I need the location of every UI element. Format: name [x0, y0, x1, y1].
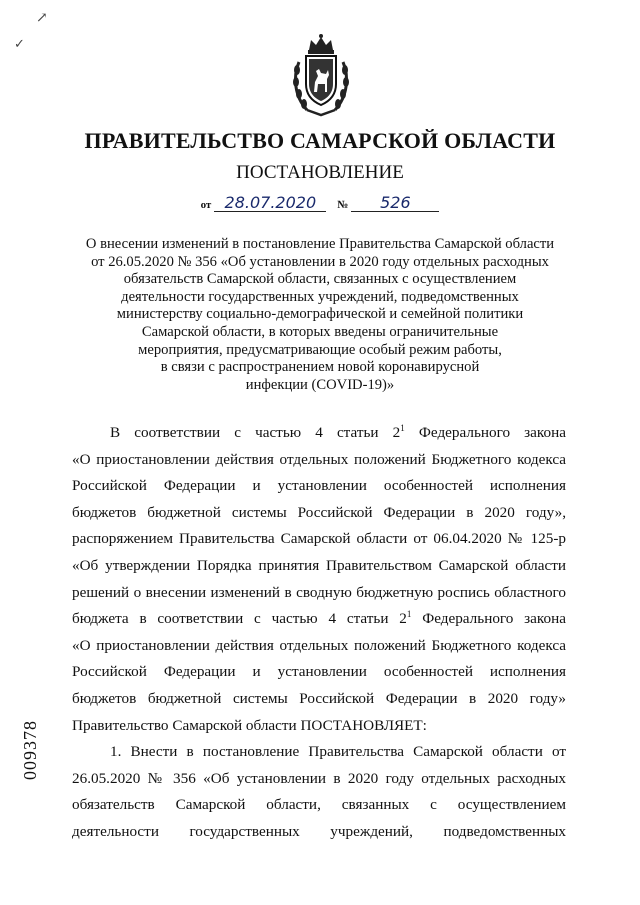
- body-line: 1. Внести в постановление Правительства Самарской области от: [110, 743, 566, 761]
- resolution-heading: [72, 236, 568, 394]
- number-label: №: [337, 199, 349, 211]
- body-line: Российской Федерации и установлении особенностей исполнения: [72, 663, 566, 681]
- handwritten-date: 28.07.2020: [214, 194, 326, 212]
- resolution-body: [72, 420, 566, 846]
- heading-line: мероприятия, предусматривающие особый режим работы,: [138, 341, 502, 358]
- heading-line: инфекции (COVID-19)»: [245, 376, 395, 393]
- body-line: «Об утверждении Порядка принятия Правительством Самарской области: [72, 556, 566, 574]
- body-line: деятельности государственных учреждений, подведомственных: [72, 822, 566, 840]
- heading-line: деятельности государственных учреждений, подведомственных: [121, 288, 519, 305]
- body-line: «О приостановлении действия отдельных положений Бюджетного кодекса: [72, 636, 566, 654]
- body-line: решений о внесении изменений в сводную бюджетную роспись областного: [72, 583, 566, 601]
- body-line: В соответствии с частью 4 статьи $2^1$ Федерального закона: [110, 422, 566, 441]
- body-line: бюджетов бюджетной системы Российской Федерации в 2020 году»: [72, 689, 566, 707]
- heading-line: министерству социально-демографической и семейной политики: [116, 306, 524, 323]
- heading-line: Самарской области, в которых введены ограничительные: [141, 323, 499, 340]
- handwritten-number: 526: [351, 194, 439, 212]
- serial-number: 009378: [20, 720, 40, 780]
- heading-line: в связи с распространением новой коронавирусной: [160, 359, 480, 376]
- body-line: бюджетов бюджетной системы Российской Федерации в 2020 году»,: [72, 503, 566, 521]
- government-title: ПРАВИТЕЛЬСТВО САМАРСКОЙ ОБЛАСТИ: [84, 128, 556, 153]
- coat-of-arms-emblem: [289, 32, 353, 118]
- document-type: ПОСТАНОВЛЕНИЕ: [236, 162, 404, 183]
- body-line: «О приостановлении действия отдельных положений Бюджетного кодекса: [72, 450, 566, 468]
- heading-line: О внесении изменений в постановление Правительства Самарской области: [85, 236, 555, 252]
- body-line: обязательств Самарской области, связанных с осуществлением: [72, 796, 566, 814]
- date-label: от: [200, 199, 212, 211]
- body-line: Российской Федерации и установлении особенностей исполнения: [72, 477, 566, 495]
- heading-line: от 26.05.2020 № 356 «Об установлении в 2020 году отдельных расходных: [91, 253, 549, 270]
- tick-mark: ✓: [14, 36, 25, 51]
- date-number-line: [0, 194, 640, 212]
- body-line: распоряжением Правительства Самарской области от 06.04.2020 № 125-р: [72, 530, 566, 548]
- heading-line: обязательств Самарской области, связанных с осуществлением: [123, 271, 517, 288]
- body-line: 26.05.2020 № 356 «Об установлении в 2020 году отдельных расходных: [72, 769, 566, 787]
- body-line: Правительство Самарской области ПОСТАНОВЛЯЕТ:: [72, 716, 427, 734]
- handwritten-mark: ↗: [36, 11, 48, 26]
- body-line: бюджета в соответствии с частью 4 статьи $2^1$ Федерального закона: [72, 609, 566, 628]
